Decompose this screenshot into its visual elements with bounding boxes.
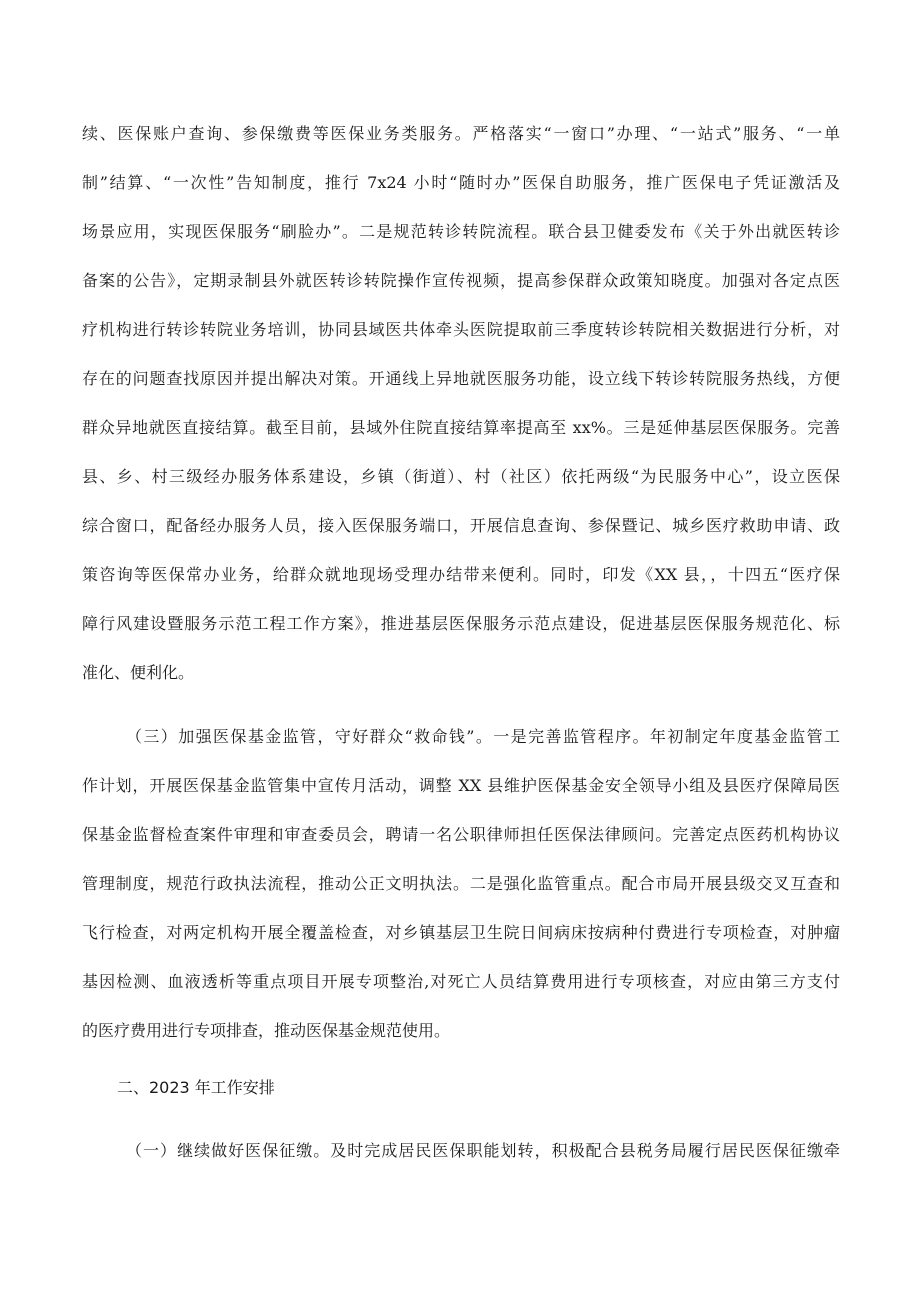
paragraph-line: 飞行检查，对两定机构开展全覆盖检查，对乡镇基层卫生院日间病床按病种付费进行专项检查，对肿瘤 — [82, 923, 840, 942]
paragraph-line: 续、医保账户查询、参保缴费等医保业务类服务。严格落实“一窗口”办理、“一站式”服务、“一单 — [82, 124, 840, 143]
paragraph-line: 备案的公告》，定期录制县外就医转诊转院操作宣传视频，提高参保群众政策知晓度。加强对各定点医 — [82, 271, 840, 290]
paragraph-line: 疗机构进行转诊转院业务培训，协同县域医共体牵头医院提取前三季度转诊转院相关数据进行分析，对 — [82, 320, 840, 339]
paragraph-line: 场景应用，实现医保服务“刷脸办”。二是规范转诊转院流程。联合县卫健委发布《关于外出就医转诊 — [82, 222, 840, 241]
paragraph-line: 制”结算、“一次性”告知制度，推行 7x24 小时“随时办”医保自助服务，推广医保电子凭证激活及 — [82, 173, 840, 192]
paragraph-line: 县、乡、村三级经办服务体系建设，乡镇（街道）、村（社区）依托两级“为民服务中心”，设立医保 — [82, 467, 840, 486]
paragraph-line: 的医疗费用进行专项排查，推动医保基金规范使用。 — [82, 1021, 451, 1040]
paragraph-line: 策咨询等医保常办业务，给群众就地现场受理办结带来便利。同时，印发《XX 县，，十四五“医疗保 — [82, 565, 840, 584]
paragraph-line: 存在的问题查找原因并提出解决对策。开通线上异地就医服务功能，设立线下转诊转院服务热线，方便 — [82, 369, 840, 388]
paragraph-line: 作计划，开展医保基金监管集中宣传月活动，调整 XX 县维护医保基金安全领导小组及县医疗保障局医 — [82, 776, 840, 795]
paragraph-line: （一）继续做好医保征缴。及时完成居民医保职能划转，积极配合县税务局履行居民医保征缴牵 — [126, 1141, 840, 1160]
paragraph-line: 管理制度，规范行政执法流程，推动公正文明执法。二是强化监管重点。配合市局开展县级交叉互查和 — [82, 874, 840, 893]
paragraph-line: （三）加强医保基金监管，守好群众“救命钱”。一是完善监管程序。年初制定年度基金监管工 — [126, 727, 840, 746]
paragraph-line: 准化、便利化。 — [82, 663, 195, 682]
paragraph-line: 障行风建设暨服务示范工程工作方案》，推进基层医保服务示范点建设，促进基层医保服务规范化、标 — [82, 614, 840, 633]
paragraph-line: 群众异地就医直接结算。截至目前，县域外住院直接结算率提高至 xx%。三是延伸基层医保服务。完善 — [82, 418, 840, 437]
paragraph-line: 保基金监督检查案件审理和审查委员会，聘请一名公职律师担任医保法律顾问。完善定点医药机构协议 — [82, 825, 840, 844]
paragraph-line: 基因检测、血液透析等重点项目开展专项整治,对死亡人员结算费用进行专项核查，对应由第三方支付 — [82, 972, 840, 991]
section-heading: 二、2023 年工作安排 — [117, 1078, 275, 1097]
paragraph-line: 综合窗口，配备经办服务人员，接入医保服务端口，开展信息查询、参保暨记、城乡医疗救助申请、政 — [82, 516, 840, 535]
